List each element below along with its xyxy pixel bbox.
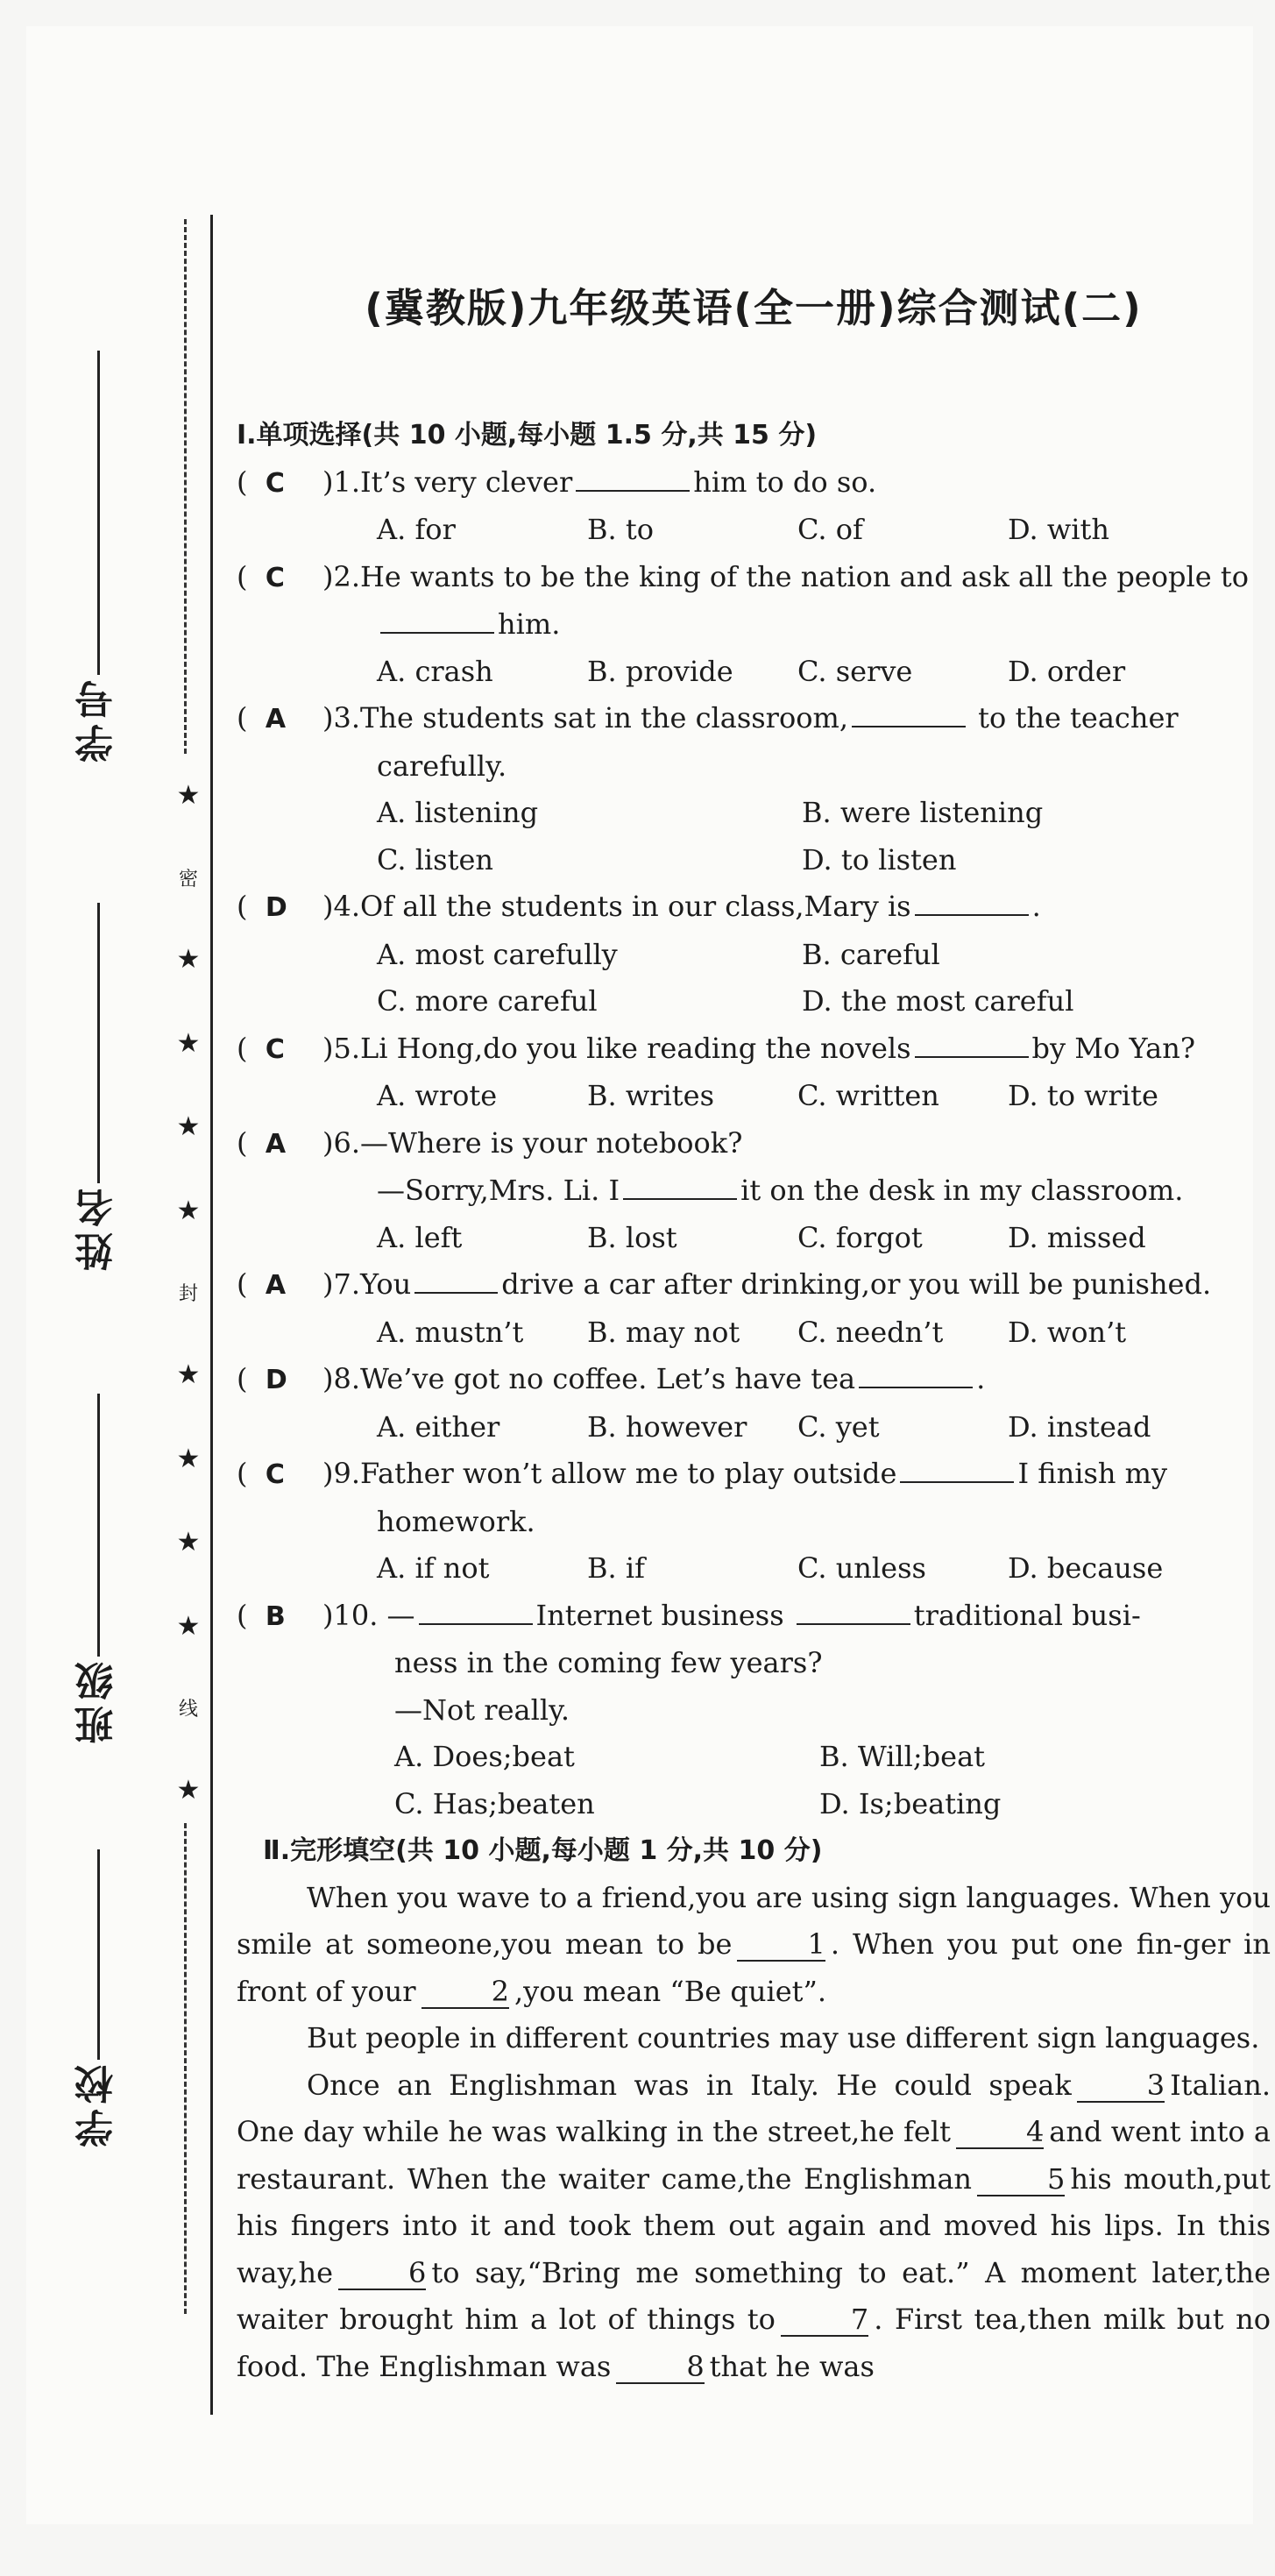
option[interactable]: A. if not bbox=[377, 1551, 490, 1585]
seal-char-1: 密 bbox=[178, 868, 198, 891]
seal-char-3: 线 bbox=[178, 1699, 198, 1721]
answer: C bbox=[265, 1033, 285, 1065]
stem-text: by Mo Yan? bbox=[1031, 1031, 1195, 1065]
option[interactable]: B. to bbox=[587, 513, 654, 546]
option[interactable]: A. left bbox=[377, 1220, 463, 1254]
cloze-paragraph-2: But people in different countries may use different sign languages. bbox=[307, 2021, 1260, 2054]
option[interactable]: B. were listening bbox=[802, 796, 1044, 829]
name-field[interactable] bbox=[70, 903, 126, 1271]
stem-text: We’ve got no coffee. Let’s have tea bbox=[360, 1362, 856, 1395]
option[interactable]: A. either bbox=[377, 1409, 500, 1444]
star-icon: ★ bbox=[176, 1111, 201, 1143]
option[interactable]: D. with bbox=[1008, 513, 1109, 546]
passage-text: ,you mean “Be quiet”. bbox=[514, 1974, 827, 2008]
question-number: )9. bbox=[322, 1457, 361, 1490]
answer: A bbox=[265, 1270, 287, 1301]
stem-text: homework. bbox=[377, 1504, 535, 1538]
question-number: )4. bbox=[322, 890, 361, 923]
question-9: ( C )9.Father won’t allow me to play outside I finish my bbox=[237, 1451, 1271, 1499]
binding-solid-line bbox=[210, 215, 213, 2415]
cloze-paragraph-1 bbox=[237, 1875, 1271, 2016]
star-icon: ★ bbox=[176, 944, 201, 976]
answer-blank[interactable] bbox=[380, 604, 494, 634]
cloze-blank-2[interactable]: 2 bbox=[421, 1976, 509, 2009]
question-number: )2. bbox=[322, 559, 361, 593]
options bbox=[237, 790, 1271, 884]
cloze-blank-4[interactable]: 4 bbox=[956, 2117, 1044, 2149]
option[interactable]: C. Has;beaten bbox=[394, 1786, 595, 1820]
option[interactable]: C. yet bbox=[797, 1409, 880, 1444]
stem-text: —Sorry,Mrs. Li. I bbox=[377, 1174, 620, 1207]
options bbox=[237, 649, 1271, 696]
cloze-blank-6[interactable]: 6 bbox=[338, 2258, 426, 2290]
stem-text: Father won’t allow me to play outside bbox=[360, 1457, 897, 1490]
option[interactable]: A. for bbox=[377, 513, 456, 546]
star-icon: ★ bbox=[176, 1443, 201, 1474]
stem-text: it on the desk in my classroom. bbox=[740, 1174, 1184, 1207]
option[interactable]: C. of bbox=[797, 513, 863, 546]
option[interactable]: A. wrote bbox=[377, 1079, 498, 1112]
stem-text: him. bbox=[498, 607, 561, 641]
answer-blank[interactable] bbox=[859, 1359, 973, 1388]
question-number: )1. bbox=[322, 465, 361, 499]
stem-text: He wants to be the king of the nation and ask all the people to bbox=[360, 559, 1249, 593]
star-icon: ★ bbox=[176, 780, 201, 811]
stem-text: . bbox=[1031, 890, 1041, 923]
option[interactable]: A. mustn’t bbox=[377, 1315, 524, 1349]
exam-content bbox=[237, 412, 1271, 2390]
stem-text: ness in the coming few years? bbox=[394, 1646, 823, 1679]
stem-text: drive a car after drinking,or you will be punished. bbox=[501, 1267, 1212, 1301]
stem-text: —Where is your notebook? bbox=[360, 1125, 743, 1160]
passage-text: Once an Englishman was in Italy. He could speak bbox=[307, 2068, 1072, 2102]
answer: C bbox=[265, 467, 285, 499]
options bbox=[237, 1734, 1271, 1827]
option[interactable]: D. the most careful bbox=[802, 984, 1074, 1018]
options bbox=[237, 1215, 1271, 1262]
question-1: ( C )1.It’s very clever him to do so. bbox=[237, 459, 1271, 507]
option[interactable]: B. Will;beat bbox=[819, 1740, 986, 1773]
cloze-paragraph-3 bbox=[237, 2062, 1271, 2391]
binding-dashed-line-bottom bbox=[184, 1823, 187, 2314]
option[interactable]: C. needn’t bbox=[797, 1315, 944, 1349]
answer: D bbox=[265, 892, 287, 923]
question-number: )8. bbox=[322, 1362, 361, 1395]
star-icon: ★ bbox=[176, 1774, 201, 1806]
question-number: )7. bbox=[322, 1267, 361, 1301]
answer-blank[interactable] bbox=[576, 462, 690, 492]
option[interactable]: A. Does;beat bbox=[394, 1740, 575, 1773]
stem-text: It’s very clever bbox=[360, 465, 573, 499]
option[interactable]: C. written bbox=[797, 1079, 939, 1112]
answer: C bbox=[265, 562, 285, 593]
question-8: ( D )8.We’ve got no coffee. Let’s have tea . bbox=[237, 1356, 1271, 1404]
passage-text: and went into a restaurant. When the waiter came,the Englishman bbox=[237, 2115, 1271, 2196]
question-2-cont bbox=[237, 601, 1271, 649]
section2-heading: Ⅱ.完形填空(共 10 小题,每小题 1 分,共 10 分) bbox=[263, 1835, 823, 1866]
stem-text: You bbox=[360, 1267, 412, 1301]
answer: A bbox=[265, 1128, 287, 1160]
option[interactable]: A. most carefully bbox=[377, 937, 618, 971]
passage-text: that he was bbox=[709, 2349, 875, 2383]
cloze-blank-1[interactable]: 1 bbox=[737, 1929, 825, 1962]
stem-text: carefully. bbox=[377, 749, 507, 783]
answer-blank[interactable] bbox=[915, 886, 1029, 916]
answer-blank[interactable] bbox=[419, 1595, 533, 1625]
exam-page bbox=[26, 26, 1271, 2524]
name-label: 姓名 bbox=[75, 1183, 120, 1271]
question-10: ( B )10. — Internet business traditional busi- bbox=[237, 1593, 1271, 1641]
option[interactable]: D. to listen bbox=[802, 842, 957, 876]
passage-text: . First tea,then milk but no food. The Englishman was bbox=[237, 2303, 1271, 2383]
star-icon: ★ bbox=[176, 1527, 201, 1558]
question-number: )5. bbox=[322, 1031, 361, 1065]
question-number: )6. bbox=[322, 1125, 361, 1160]
answer: A bbox=[265, 704, 287, 734]
stem-text: Of all the students in our class,Mary is bbox=[360, 890, 911, 923]
star-icon: ★ bbox=[176, 1359, 201, 1391]
stem-text: to the teacher bbox=[978, 701, 1179, 734]
question-number: )10. bbox=[322, 1598, 379, 1632]
answer-blank[interactable] bbox=[852, 698, 966, 727]
option[interactable]: C. listen bbox=[377, 842, 493, 876]
binding-dashed-line-top bbox=[184, 219, 187, 754]
seal-line bbox=[171, 780, 206, 1806]
stem-text: . bbox=[976, 1362, 986, 1395]
stem-text: traditional busi- bbox=[913, 1598, 1141, 1632]
options bbox=[237, 1309, 1271, 1357]
option[interactable]: D. because bbox=[1008, 1551, 1164, 1585]
stem-text: him to do so. bbox=[693, 465, 877, 499]
question-7: ( A )7.You drive a car after drinking,or you will be punished. bbox=[237, 1261, 1271, 1309]
option[interactable]: D. Is;beating bbox=[819, 1786, 1002, 1820]
passage-text: his mouth,put his fingers into it and took them out again and moved his lips. In this way,he bbox=[237, 2161, 1271, 2289]
star-icon: ★ bbox=[176, 1027, 201, 1059]
options bbox=[237, 1404, 1271, 1451]
answer: B bbox=[265, 1600, 286, 1632]
stem-text: —Not really. bbox=[394, 1692, 570, 1727]
stem-text: Li Hong,do you like reading the novels bbox=[360, 1031, 911, 1065]
passage-text: When you wave to a friend,you are using sign languages. When you smile at someone,you mean to be bbox=[237, 1880, 1271, 1961]
option[interactable]: B. however bbox=[587, 1409, 747, 1444]
star-icon: ★ bbox=[176, 1610, 201, 1642]
passage-text: . When you put one fin-ger in front of your bbox=[237, 1927, 1271, 2008]
option[interactable]: B. may not bbox=[587, 1315, 740, 1349]
class-field[interactable] bbox=[70, 1394, 126, 1744]
options bbox=[237, 1545, 1271, 1593]
question-6: ( A )6.—Where is your notebook? bbox=[237, 1125, 743, 1160]
answer-blank[interactable] bbox=[797, 1595, 910, 1625]
option[interactable]: D. to write bbox=[1008, 1079, 1158, 1112]
student-id-field[interactable] bbox=[70, 351, 126, 763]
options bbox=[237, 1073, 1271, 1120]
school-field[interactable] bbox=[70, 1849, 126, 2147]
option[interactable]: C. serve bbox=[797, 654, 913, 688]
question-3: ( A )3.The students sat in the classroom, to the teacher bbox=[237, 695, 1271, 743]
passage-text: Italian. One day while he was walking in the street,he felt bbox=[237, 2068, 1271, 2148]
option[interactable]: D. won’t bbox=[1008, 1315, 1127, 1349]
option[interactable]: B. writes bbox=[587, 1079, 714, 1112]
school-label: 学校 bbox=[75, 2060, 120, 2147]
question-6-cont bbox=[237, 1167, 1271, 1215]
seal-char-2: 封 bbox=[178, 1283, 198, 1306]
answer-blank[interactable] bbox=[900, 1453, 1014, 1483]
question-2: ( C )2.He wants to be the king of the nation and ask all the people to bbox=[237, 559, 1249, 593]
option[interactable]: C. more careful bbox=[377, 984, 598, 1018]
star-icon: ★ bbox=[176, 1195, 201, 1226]
options bbox=[237, 507, 1271, 554]
answer-blank[interactable] bbox=[915, 1028, 1029, 1058]
answer-blank[interactable] bbox=[414, 1264, 498, 1294]
page-title: (冀教版)九年级英语(全一册)综合测试(二) bbox=[365, 285, 1143, 331]
option[interactable]: D. instead bbox=[1008, 1409, 1151, 1444]
option[interactable]: D. order bbox=[1008, 654, 1126, 688]
stem-text: — bbox=[386, 1598, 415, 1632]
option[interactable]: A. crash bbox=[377, 654, 493, 688]
question-number: )3. bbox=[322, 701, 361, 734]
question-4: ( D )4.Of all the students in our class,Mary is . bbox=[237, 884, 1271, 932]
stem-text: Internet business bbox=[535, 1598, 784, 1632]
option[interactable]: A. listening bbox=[377, 796, 539, 829]
cloze-blank-8[interactable]: 8 bbox=[616, 2352, 704, 2384]
cloze-blank-5[interactable]: 5 bbox=[977, 2164, 1065, 2196]
cloze-blank-7[interactable]: 7 bbox=[781, 2304, 868, 2337]
option[interactable]: D. missed bbox=[1008, 1220, 1146, 1254]
passage-text: to say,“Bring me something to eat.” A moment later,the waiter brought him a lot of things to bbox=[237, 2255, 1271, 2336]
cloze-blank-3[interactable]: 3 bbox=[1077, 2070, 1165, 2103]
stem-text: I finish my bbox=[1017, 1457, 1168, 1490]
option[interactable]: B. provide bbox=[587, 654, 733, 688]
option[interactable]: B. careful bbox=[802, 937, 940, 971]
option[interactable]: B. lost bbox=[587, 1220, 677, 1254]
question-5: ( C )5.Li Hong,do you like reading the novels by Mo Yan? bbox=[237, 1025, 1271, 1074]
option[interactable]: B. if bbox=[587, 1551, 645, 1585]
class-label: 班级 bbox=[75, 1657, 120, 1744]
section1-heading: Ⅰ.单项选择(共 10 小题,每小题 1.5 分,共 15 分) bbox=[237, 420, 818, 451]
student-id-label: 学号 bbox=[75, 675, 120, 763]
stem-text: The students sat in the classroom, bbox=[360, 701, 848, 734]
answer: C bbox=[265, 1459, 285, 1490]
option[interactable]: C. unless bbox=[797, 1551, 926, 1585]
options bbox=[237, 932, 1271, 1025]
option[interactable]: C. forgot bbox=[797, 1220, 923, 1254]
answer-blank[interactable] bbox=[623, 1170, 737, 1200]
answer: D bbox=[265, 1365, 287, 1395]
